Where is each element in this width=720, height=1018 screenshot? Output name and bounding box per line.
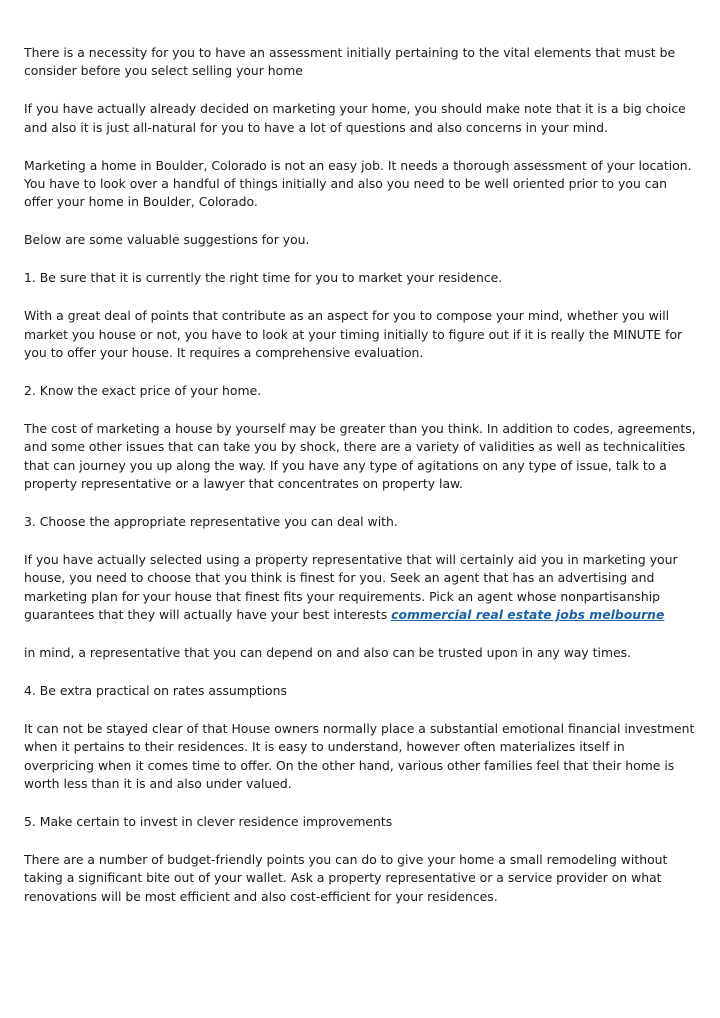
paragraph-cost: The cost of marketing a house by yourself may be greater than you think. In addition to codes, agreements, and some other issues that can take you by shock, there are a variety of validities as well as technicalities that can journey you up along the way. If you have any type of agitations on any type of issue, talk to a property representative or a lawyer that concentrates on property law. — [24, 420, 696, 491]
paragraph-boulder: Marketing a home in Boulder, Colorado is not an easy job. It needs a thorough assessment of your location. You have to look over a handful of things initially and also you need to be well oriented prior to you can offer your home in Boulder, Colorado. — [24, 157, 692, 210]
paragraph-improvements: There are a number of budget-friendly points you can do to give your home a small remodeling without taking a significant bite out of your wallet. Ask a property representative or a service provider on what renovations will be most efficient and also cost-efficient for your residences. — [24, 851, 668, 904]
paragraph-decision: If you have actually already decided on marketing your home, you should make note that it is a big choice and also it is just all-natural for you to have a lot of questions and also concerns in your mind. — [24, 101, 686, 135]
paragraph-pricing: It can not be stayed clear of that House owners normally place a substantial emotional financial investment when it pertains to their residences. It is easy to understand, however often materializes itself in overpricing when it comes time to offer. On the other hand, various other families feel that their home is worth less than it is and also under valued. — [24, 720, 695, 791]
heading-tip-5: 5. Make certain to invest in clever residence improvements — [24, 813, 393, 829]
paragraph-agent-text: If you have actually selected using a property representative that will certainly aid you in marketing your house, you need to choose that you think is finest for you. Seek an agent that has an advertising and marketing plan for your house that finest fits your requirements. Pick an agent whose nonpartisanship guarantees that they will actually have your best interests — [24, 551, 678, 623]
paragraph-trusted: in mind, a representative that you can depend on and also can be trusted upon in any way times. — [24, 644, 632, 660]
paragraph-timing: With a great deal of points that contribute as an aspect for you to compose your mind, whether you will market you house or not, you have to look at your timing initially to figure out if it is really the MINUTE for you to offer your house. It requires a comprehensive evaluation. — [24, 308, 683, 360]
heading-tip-2: 2. Know the exact price of your home. — [24, 382, 262, 398]
paragraph-agent — [24, 551, 696, 625]
heading-tip-4: 4. Be extra practical on rates assumptions — [24, 682, 287, 698]
document-body — [24, 44, 696, 926]
heading-tip-3: 3. Choose the appropriate representative you can deal with. — [24, 513, 398, 529]
paragraph-intro: There is a necessity for you to have an assessment initially pertaining to the vital elements that must be consider before you select selling your home — [24, 45, 676, 79]
paragraph-suggestions-intro: Below are some valuable suggestions for you. — [24, 232, 310, 248]
commercial-real-estate-link[interactable]: commercial real estate jobs melbourne — [391, 607, 665, 623]
heading-tip-1: 1. Be sure that it is currently the right time for you to market your residence. — [24, 270, 503, 286]
